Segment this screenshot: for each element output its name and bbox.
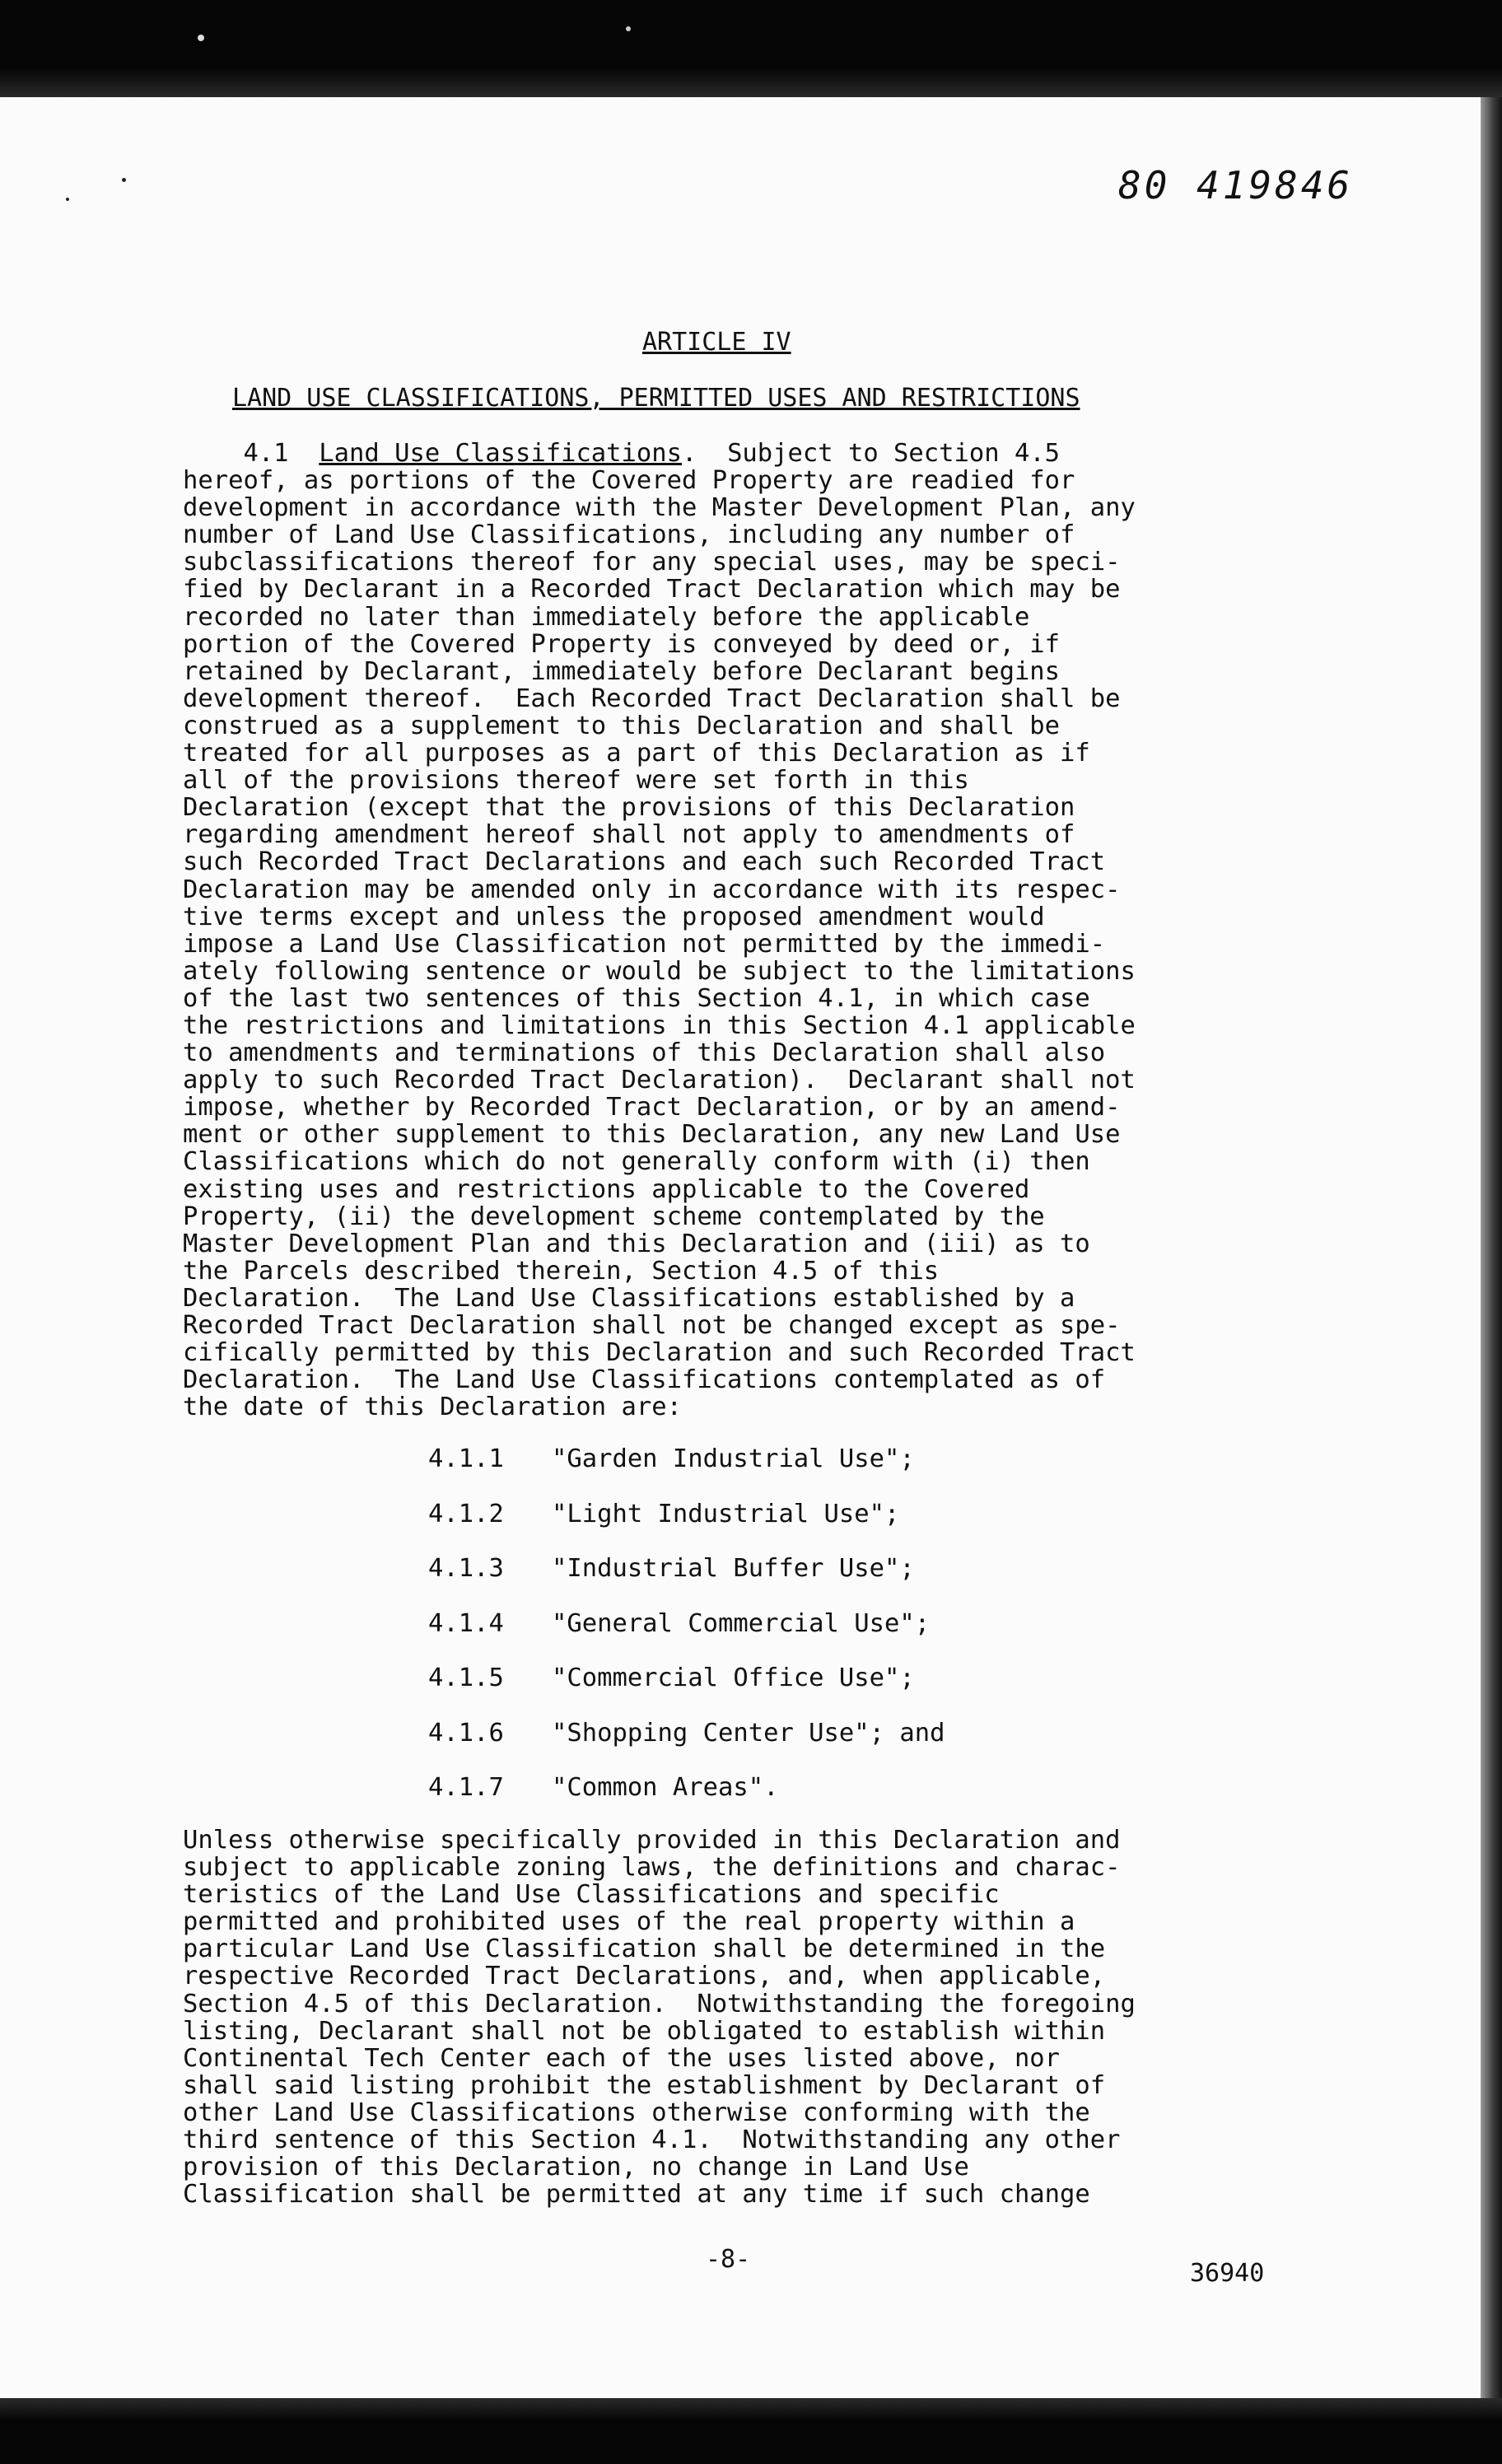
scan-speck <box>122 178 126 182</box>
scan-speck <box>198 35 204 41</box>
scan-border-top <box>0 0 1502 97</box>
land-use-name: "Shopping Center Use"; and <box>552 1718 945 1748</box>
land-use-number: 4.1.4 <box>428 1608 504 1638</box>
land-use-number: 4.1.1 <box>428 1444 504 1473</box>
land-use-item <box>428 1609 945 1664</box>
page-number: -8- <box>706 2245 751 2274</box>
land-use-name: "Garden Industrial Use"; <box>552 1444 915 1473</box>
section-4-1-paragraph <box>183 440 1303 1421</box>
section-number: 4.1 <box>243 439 289 468</box>
article-subtitle: LAND USE CLASSIFICATIONS, PERMITTED USES AND RESTRICTIONS <box>232 384 1080 413</box>
scan-border-bottom <box>0 2398 1502 2464</box>
scan-border-right <box>1481 97 1502 2398</box>
land-use-name: "Commercial Office Use"; <box>552 1664 915 1692</box>
land-use-item <box>428 1664 945 1719</box>
land-use-item <box>428 1773 945 1828</box>
land-use-name: "Industrial Buffer Use"; <box>552 1554 915 1583</box>
land-use-number: 4.1.6 <box>428 1718 504 1748</box>
document-code: 36940 <box>1190 2259 1265 2288</box>
land-use-item <box>428 1500 945 1555</box>
land-use-number: 4.1.3 <box>428 1554 504 1583</box>
land-use-number: 4.1.5 <box>428 1664 504 1692</box>
land-use-list <box>428 1444 945 1828</box>
land-use-item <box>428 1554 945 1609</box>
land-use-item <box>428 1719 945 1774</box>
land-use-item <box>428 1444 945 1500</box>
land-use-number: 4.1.2 <box>428 1499 504 1528</box>
land-use-number: 4.1.7 <box>428 1773 504 1802</box>
land-use-name: "Common Areas". <box>552 1773 779 1802</box>
scan-speck <box>626 26 631 31</box>
document-number: 80 419846 <box>1118 163 1354 208</box>
land-use-name: "General Commercial Use"; <box>552 1608 931 1638</box>
section-title: Land Use Classifications <box>319 439 682 468</box>
paragraph-body: hereof, as portions of the Covered Property are readied for development in accordance with the Master Development Plan, any number of Land Use Classifications, including any number of subclassifications thereof for any special uses, may be speci- fied by Declarant in a Recorded Tract Declaration which may be recorded no later than immediately before the applicable portion of the Covered Property is conveyed by deed or, if retained by Declarant, immediately before Declarant begins development thereof. Each Recorded Tract Declaration shall be construed as a supplement to this Declaration and shall be treated for all purposes as a part of this Declaration as if all of the provisions thereof were set forth in this Declaration (except that the provisions of this Declaration regarding amendment hereof shall not apply to amendments of such Recorded Tract Declarations and each such Recorded Tract Declaration may be amended only in accordance with its respec- tive terms except and unless the proposed amendment would impose a Land Use Classification not permitted by the immedi- ately following sentence or would be subject to the limitations of the last two sentences of this Section 4.1, in which case the restrictions and limitations in this Section 4.1 applicable to amendments and terminations of this Declaration shall also apply to such Recorded Tract Declaration). Declarant shall not impose, whether by Recorded Tract Declaration, or by an amend- ment or other supplement to this Declaration, any new Land Use Classifications which do not generally conform with (i) then existing uses and restrictions applicable to the Covered Property, (ii) the development scheme contemplated by the Master Development Plan and this Declaration and (iii) as to the Parcels described therein, Section 4.5 of this Declaration. The Land Use Classifications established by a Recorded Tract Declaration shall not be changed except as spe- cifically permitted by this Declaration and such Recorded Tract Declaration. The Land Use Classifications contemplated as of the date of this Declaration are: <box>183 466 1136 1422</box>
land-use-name: "Light Industrial Use"; <box>552 1499 900 1528</box>
scan-speck <box>66 198 69 201</box>
paragraph-line: . Subject to Section 4.5 <box>681 439 1061 468</box>
article-title: ARTICLE IV <box>642 328 791 357</box>
closing-paragraph: Unless otherwise specifically provided in this Declaration and subject to applicable zoning laws, the definitions and charac- teristics of the Land Use Classifications and specific permitted and prohibited uses of the real property within a particular Land Use Classification shall be determined in the respective Recorded Tract Declarations, and, when applicable, Section 4.5 of this Declaration. Notwithstanding the foregoing listing, Declarant shall not be obligated to establish within Continental Tech Center each of the uses listed above, nor shall said listing prohibit the establishment by Declarant of other Land Use Classifications otherwise conforming with the third sentence of this Section 4.1. Notwithstanding any other provision of this Declaration, no change in Land Use Classification shall be permitted at any time if such change <box>183 1826 1136 2210</box>
